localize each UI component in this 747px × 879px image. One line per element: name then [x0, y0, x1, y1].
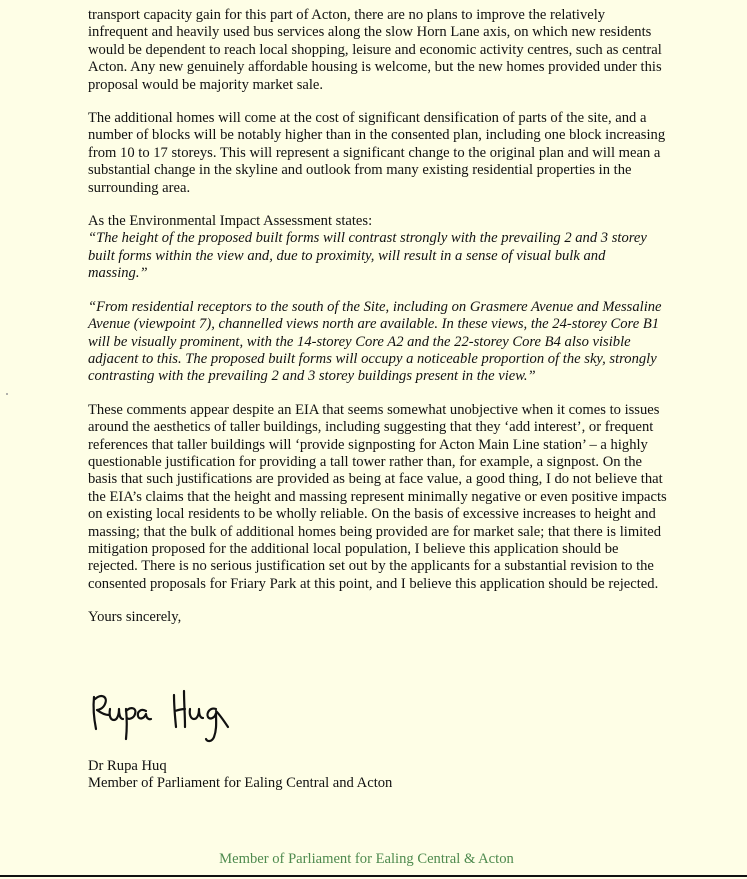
- eia-quote-block: [88, 213, 668, 283]
- paragraph-conclusion: These comments appear despite an EIA that seems somewhat unobjective when it comes to issues around the aesthetics of taller buildings, including suggesting that they ‘add interest’, or frequent references that taller buildings will ‘provide signposting for Acton Main Line station’ – a highly questionable justification for providing a tall tower rather than, for example, a signpost. On the basis that such justifications are provided as being at face value, a good thing, I do not believe that the EIA’s claims that the height and massing represent minimally negative or even positive impacts on existing local residents to be wholly reliable. On the basis of excessive increases to height and massing; that the bulk of additional homes being provided are for market sale; that there is limited mitigation proposed for the additional local population, I believe this application should be rejected. There is no serious justification set out by the applicants for a substantial revision to the consented proposals for Friary Park at this point, and I believe this application should be rejected.: [88, 401, 667, 592]
- signatory-block: [88, 758, 392, 793]
- scan-speck: [6, 393, 8, 395]
- eia-quote-1: “The height of the proposed built forms will contrast strongly with the prevailing 2 and 3 storey built forms within the view and, due to proximity, will result in a sense of visual bulk and massing.”: [88, 230, 647, 282]
- letter-body: [88, 7, 668, 643]
- handwritten-signature: [88, 685, 258, 745]
- letterhead-footer: [0, 851, 747, 868]
- footer-text: Member of Parliament for Ealing Central & Acton: [219, 851, 514, 867]
- paragraph-transport: transport capacity gain for this part of Acton, there are no plans to improve the relatively infrequent and heavily used bus services along the slow Horn Lane axis, on which new residents would be dependent to reach local shopping, leisure and economic activity centres, such as central Acton. Any new genuinely affordable housing is welcome, but the new homes provided under this proposal would be majority market sale.: [88, 7, 662, 93]
- closing-salutation: Yours sincerely,: [88, 609, 182, 626]
- signatory-title: Member of Parliament for Ealing Central and Acton: [88, 775, 393, 792]
- eia-intro: As the Environmental Impact Assessment states:: [88, 213, 373, 230]
- paragraph-densification: The additional homes will come at the cost of significant densification of parts of the site, and a number of blocks will be notably higher than in the consented plan, including one block increasing from 10 to 17 storeys. This will represent a significant change to the original plan and will mean a substantial change in the skyline and outlook from many existing residential properties in the surrounding area.: [88, 110, 666, 196]
- eia-quote-2: “From residential receptors to the south of the Site, including on Grasmere Avenue and Messaline Avenue (viewpoint 7), channelled views north are available. In these views, the 24-storey Core B1 will be visually prominent, with the 14-storey Core A2 and the 22-storey Core B4 also visible adjacent to this. The proposed built forms will occupy a noticeable proportion of the sky, strongly contrasting with the prevailing 2 and 3 storey buildings present in the view.”: [88, 298, 662, 385]
- bottom-divider: [0, 875, 747, 877]
- signatory-name: Dr Rupa Huq: [88, 758, 167, 774]
